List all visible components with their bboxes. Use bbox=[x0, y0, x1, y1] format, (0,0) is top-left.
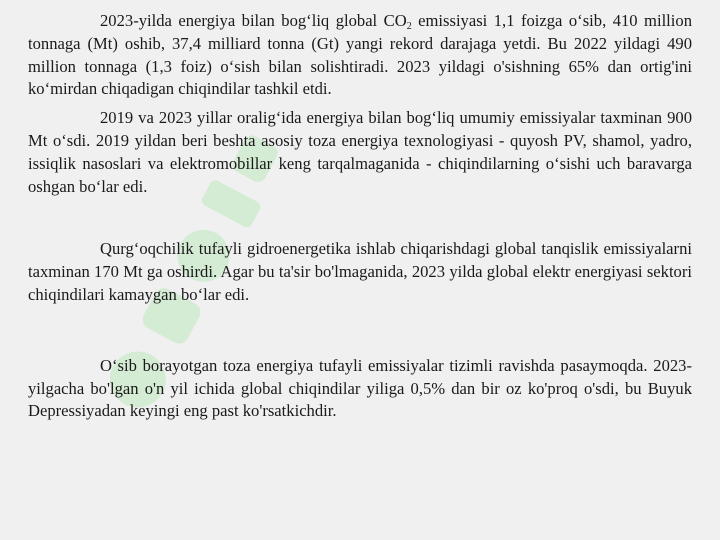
paragraph-1-text-end: emissiyasi 1,1 foizga o‘sib, 410 million tonnaga (Mt) oshib, 37,4 milliard tonna (Gt) yangi rekord darajaga yetdi. Bu 2022 yildagi 490 million tonnaga (1,3 foiz) o‘sish bilan solishtiradi. 2023 yildagi o'sishning 65% dan ortig'ini ko‘mirdan chiqadigan chiqindilar tashkil etdi. bbox=[28, 11, 692, 99]
paragraph-1 bbox=[28, 10, 692, 101]
paragraph-4: O‘sib borayotgan toza energiya tufayli emissiyalar tizimli ravishda pasaymoqda. 2023-yilgacha bo'lgan o'n yil ichida global chiqindilar yiliga 0,5% dan bir oz ko'proq o'sdi, bu Buyuk Depressiyadan keyingi eng past ko'rsatkichdir. bbox=[28, 355, 692, 421]
paragraph-3: Qurg‘oqchilik tufayli gidroenergetika ishlab chiqarishdagi global tanqislik emissiyalarni taxminan 170 Mt ga oshirdi. Agar bu ta'sir bo'lmaganida, 2023 yilda global elektr energiyasi sektori chiqindilari kamaygan bo‘lar edi. bbox=[28, 239, 692, 304]
paragraph-2: 2019 va 2023 yillar oralig‘ida energiya bilan bog‘liq umumiy emissiyalar taxminan 900 Mt o‘sdi. 2019 yildan beri beshta asosiy toza energiya texnologiyasi - quyosh PV, shamol, yadro, issiqlik nasoslari va elektromobillar keng tarqalmaganida - chiqindilarning o‘sishi uch baravarga oshgan bo‘lar edi. bbox=[28, 108, 692, 196]
paragraph-1-text-start: 2023-yilda energiya bilan bog‘liq global CO bbox=[100, 11, 407, 30]
co2-subscript: 2 bbox=[406, 21, 412, 32]
